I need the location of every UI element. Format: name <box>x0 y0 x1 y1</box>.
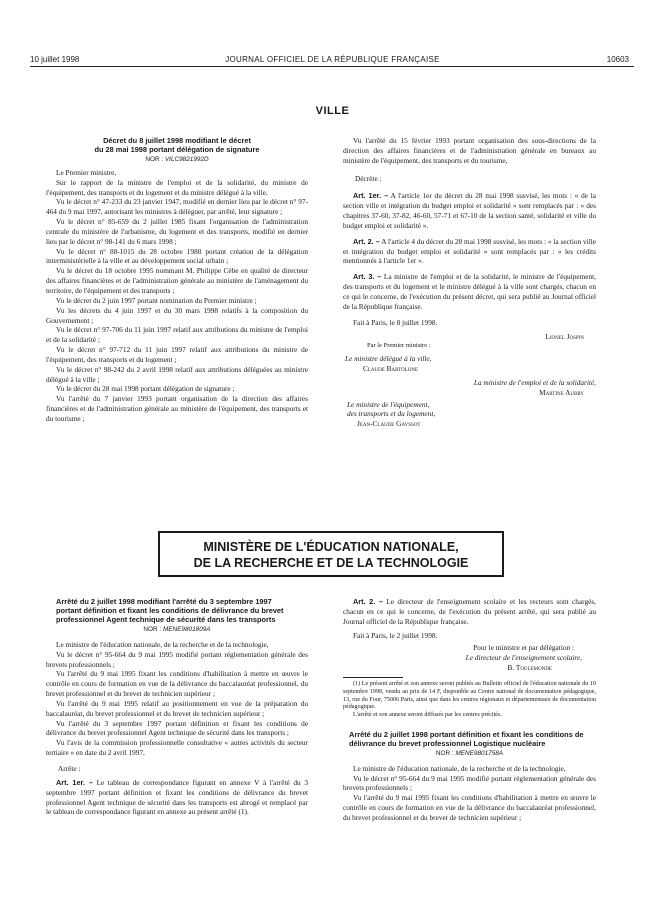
decret-visa: Sur le rapport de la ministre de l'emploi et de la solidarité, du ministre de l'équipement, des transports et du logement et du ministre délégué à la ville, <box>46 177 308 197</box>
arrete1-visas <box>46 640 308 758</box>
arrete1-signature-name: B. Toulemonde <box>507 663 552 673</box>
decret-visas <box>46 168 308 424</box>
arrete1-visa: Vu l'avis de la commission professionnelle consultative « autres activités du secteur tertiaire » en date du 2 avril 1997, <box>46 738 308 758</box>
arrete1-visa: Vu le décret n° 95-664 du 9 mai 1995 modifié portant réglementation générale des brevets professionnels ; <box>46 649 308 669</box>
decret-visa: Vu le décret n° 47-233 du 23 janvier 1947, modifié en dernier lieu par le décret n° 97-464 du 9 mai 1997, autorisant les ministres à déléguer, par arrêté, leur signature ; <box>46 197 308 217</box>
name-ministre-emploi: Martine Aubry <box>539 387 584 397</box>
arrete1-arrete: Arrête : <box>58 763 81 773</box>
decret-decrete: Décrète : <box>355 173 382 183</box>
nor-label: NOR : <box>435 749 456 757</box>
par-premier-ministre: Par le Premier ministre : <box>367 342 431 350</box>
decret-visa: Vu le décret du 18 octobre 1995 nommant M. Philippe Cèbe en qualité de directeur des affaires financières et de l'administration générale au ministère de l'aménagement du territoire, de l'équipement et des transports ; <box>46 266 308 295</box>
article-label: Art. 1er. – <box>353 191 389 201</box>
decret-visa: Vu le décret n° 85-659 du 2 juillet 1985 fixant l'organisation de l'administration centrale du ministère de l'urbanisme, du logement et des transports, modifié en dernier lieu par le décret n° 98-141 du 6 mars 1998 ; <box>46 217 308 246</box>
article-label: Art. 2. – <box>353 236 380 246</box>
arrete1-fait: Fait à Paris, le 2 juillet 1998. <box>353 630 438 640</box>
role-ministre-equipement-2: des transports et du logement, <box>347 409 436 419</box>
role-ministre-emploi: La ministre de l'emploi et de la solidarité, <box>473 377 596 387</box>
decret-article-1 <box>343 191 596 230</box>
section-title-education-line-2: DE LA RECHERCHE ET DE LA TECHNOLOGIE <box>193 556 469 570</box>
header-rule <box>30 66 634 67</box>
arrete2-visa: Vu le décret n° 95-664 du 9 mai 1995 modifié portant réglementation générale des brevets professionnels ; <box>343 773 596 793</box>
arrete2-visa: Le ministre de l'éducation nationale, de la recherche et de la technologie, <box>353 763 566 773</box>
decret-visa: Vu le décret n° 98-242 du 2 avril 1998 relatif aux attributions déléguées au ministre délégué à la ville ; <box>46 364 308 384</box>
article-text: A l'article 1er du décret du 28 mai 1998 susvisé, les mots : « de la section ville et intégration du budget emploi et solidarité » sont remplacés par : « des chapitres 37-60, 37-82, 46-60, 57-71 et 67-10 de la section santé, solidarité et ville du budget emploi et solidarité ». <box>343 191 596 230</box>
arrete1-visa: Vu l'arrêté du 3 septembre 1997 portant définition et fixant les conditions de délivrance du brevet professionnel Agent technique de sécurité dans les transports ; <box>46 718 308 738</box>
arrete1-visa: Le ministre de l'éducation nationale, de la recherche et de la technologie, <box>56 639 269 649</box>
nor-code: MENE9801809A <box>162 626 211 633</box>
article-label: Art. 2. – <box>353 597 383 606</box>
section-title-ville: VILLE <box>315 105 350 117</box>
decret-visa: Vu le décret n° 97-706 du 11 juin 1997 relatif aux attributions du ministre de l'emploi et de la solidarité ; <box>46 325 308 345</box>
decret-nor <box>46 155 308 165</box>
decret-article-3 <box>343 272 596 311</box>
decret-visa: Vu le décret du 28 mai 1998 portant délégation de signature ; <box>56 384 235 394</box>
arrete2-visa: Vu l'arrêté du 9 mai 1995 fixant les conditions d'habilitation à mettre en œuvre le contrôle en cours de formation en vue de la délivrance du baccalauréat professionnel, du brevet professionnel et du brevet de technicien supérieur ; <box>343 793 596 822</box>
nor-code: VILC9821992D <box>164 156 209 163</box>
article-label: Art. 1er. – <box>56 777 93 787</box>
arrete-right-column <box>343 597 596 823</box>
decret-visa: Vu le décret n° 88-1015 du 28 octobre 1988 portant création de la délégation interministérielle à la ville et au développement social urbain ; <box>46 246 308 266</box>
decret-visa-final: Vu l'arrêté du 15 février 1993 portant organisation des sous-directions de la direction des affaires financières et de l'administration générale en bureaux au ministère de l'équipement, des transports et du tourisme, <box>343 136 596 165</box>
nor-code: MENE9801758A <box>455 749 504 757</box>
arrete1-signature-line-1: Pour le ministre et par délégation : <box>473 643 574 653</box>
decret-title-line-1: Décret du 8 juillet 1998 modifiant le décret <box>103 136 251 145</box>
arrete1-article-2 <box>343 597 596 627</box>
signature-premier-ministre: Lionel Jospin <box>545 331 584 341</box>
arrete1-title: Arrêté du 2 juillet 1998 modifiant l'arrêté du 3 septembre 1997 portant définition et fixant les conditions de délivrance du brevet professionnel Agent technique de sécurité dans les transports <box>56 597 284 624</box>
decret-fait: Fait à Paris, le 8 juillet 1998. <box>353 317 438 327</box>
arrete1-left-column <box>46 597 308 817</box>
arrete2-nor <box>343 749 596 759</box>
decret-visa: Vu le décret n° 97-712 du 11 juin 1997 relatif aux attributions du ministre de l'équipement, des transports et du logement ; <box>46 345 308 364</box>
role-ministre-equipement: Le ministre de l'équipement, <box>347 399 430 409</box>
header-date: 10 juillet 1998 <box>30 55 80 64</box>
arrete1-visa: Vu l'arrêté du 9 mai 1995 fixant les conditions d'habilitation à mettre en œuvre le contrôle en cours de formation en vue de la délivrance du baccalauréat professionnel, du brevet professionnel et du brevet de technicien supérieur ; <box>46 669 308 699</box>
article-text: La ministre de l'emploi et de la solidarité, le ministre de l'équipement, des transports et du logement et le ministre délégué à la ville sont chargés, chacun en ce qui le concerne, de l'exécution du présent décret, qui sera publié au Journal officiel de la République française. <box>343 272 597 311</box>
arrete2-title: Arrêté du 2 juillet 1998 portant définition et fixant les conditions de délivrance du brevet professionnel Logistique nucléaire <box>349 729 584 748</box>
section-title-education-line-1: MINISTÈRE DE L'ÉDUCATION NATIONALE, <box>203 540 459 554</box>
decret-right-column <box>343 136 596 429</box>
role-ministre-ville: Le ministre délégué à la ville, <box>345 354 432 364</box>
arrete1-nor <box>46 625 308 635</box>
arrete2-visas <box>343 764 596 823</box>
section-title-education-box <box>158 531 504 577</box>
article-text: Le tableau de correspondance figurant en annexe V à l'arrêté du 3 septembre 1997 portant définition et fixant les conditions de délivrance du brevet professionnel Agent technique de sécurité dans les transports est abrogé et remplacé par le tableau de correspondance figurant en annexe au présent arrêté (1). <box>46 777 308 817</box>
nor-label: NOR : <box>143 626 163 633</box>
arrete1-signature-role: Le directeur de l'enseignement scolaire, <box>465 653 582 663</box>
decret-article-2 <box>343 237 596 267</box>
arrete1-footnote-1: (1) Le présent arrêté et son annexe seront publiés au Bulletin officiel de l'éducation nationale du 10 septembre 1998, vendu au prix de 14 F, disponible au Centre national de documentation pédagogique, 13, rue du Four, 75006 Paris, ainsi que dans les centres régionaux et départementaux de documentation pédagogique. <box>343 680 596 711</box>
header-page-number: 10603 <box>606 55 629 64</box>
article-text: A l'article 4 du décret du 28 mai 1998 susvisé, les mots : « la section ville et intégration du budget emploi et solidarité » sont remplacés par : « les crédits mentionnés à l'article 1er ». <box>343 236 597 266</box>
nor-label: NOR : <box>145 156 165 163</box>
decret-left-column <box>46 136 308 424</box>
decret-visa: Vu l'arrêté du 7 janvier 1993 portant organisation de la direction des affaires financières et de l'administration générale au ministère de l'équipement, des transports et du tourisme ; <box>46 394 308 423</box>
arrete1-article-1 <box>46 778 308 817</box>
arrete1-footnote-2: L'arrêté et son annexe seront diffusés par les centres précités. <box>353 712 502 719</box>
decret-title-line-2: du 28 mai 1998 portant délégation de signature <box>94 145 260 154</box>
decret-title <box>46 136 308 154</box>
decret-visa: Vu les décrets du 4 juin 1997 et du 30 mars 1998 relatifs à la composition du Gouvernement ; <box>46 305 308 325</box>
name-ministre-equipement: Jean-Claude Gayssot <box>357 419 421 429</box>
header-journal: JOURNAL OFFICIEL DE LA RÉPUBLIQUE FRANÇAISE <box>225 55 440 64</box>
article-label: Art. 3. – <box>353 272 382 282</box>
decret-visa: Le Premier ministre, <box>56 167 117 177</box>
arrete1-visa: Vu l'arrêté du 9 mai 1995 relatif au positionnement en vue de la préparation du baccalauréat, du brevet professionnel et du brevet de technicien supérieur ; <box>46 698 308 718</box>
footnote-rule <box>343 677 403 678</box>
decret-visa: Vu le décret du 2 juin 1997 portant nomination du Premier ministre ; <box>56 295 257 305</box>
name-ministre-ville: Claude Bartolone <box>363 364 419 374</box>
article-text: Le directeur de l'enseignement scolaire et les recteurs sont chargés, chacun en ce qui le concerne, de l'exécution du présent arrêté, qui sera publié au Journal officiel de la République française. <box>343 597 596 626</box>
